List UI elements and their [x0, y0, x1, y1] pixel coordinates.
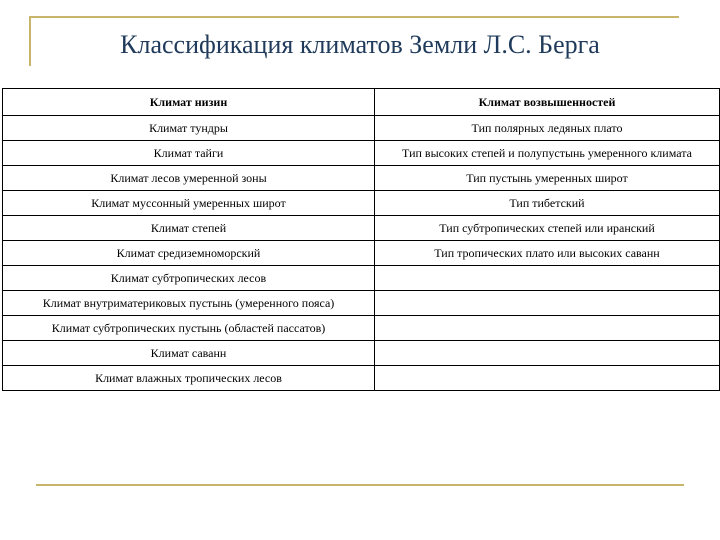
table-row — [3, 116, 720, 141]
header-highland-climate: Климат возвышенностей — [375, 89, 720, 116]
lowland-cell: Климат тундры — [3, 116, 375, 141]
lowland-cell: Климат средиземноморский — [3, 241, 375, 266]
lowland-cell: Климат тайги — [3, 141, 375, 166]
highland-cell: Тип тибетский — [375, 191, 720, 216]
header-lowland-climate: Климат низин — [3, 89, 375, 116]
decorative-top-rule — [29, 16, 679, 18]
lowland-cell: Климат лесов умеренной зоны — [3, 166, 375, 191]
table-row — [3, 316, 720, 341]
table-row — [3, 266, 720, 291]
highland-cell: Тип высоких степей и полупустынь умеренного климата — [375, 141, 720, 166]
table-row — [3, 141, 720, 166]
lowland-cell: Климат субтропических лесов — [3, 266, 375, 291]
slide-title: Классификация климатов Земли Л.С. Берга — [120, 30, 600, 59]
table-row — [3, 241, 720, 266]
lowland-cell: Климат субтропических пустынь (областей пассатов) — [3, 316, 375, 341]
climate-classification-table — [2, 88, 720, 391]
lowland-cell: Климат саванн — [3, 341, 375, 366]
highland-cell: Тип тропических плато или высоких саванн — [375, 241, 720, 266]
highland-cell: Тип полярных ледяных плато — [375, 116, 720, 141]
highland-cell: Тип субтропических степей или иранский — [375, 216, 720, 241]
lowland-cell: Климат влажных тропических лесов — [3, 366, 375, 391]
table-row — [3, 166, 720, 191]
lowland-cell: Климат муссонный умеренных широт — [3, 191, 375, 216]
highland-cell — [375, 291, 720, 316]
table-row — [3, 216, 720, 241]
highland-cell — [375, 366, 720, 391]
highland-cell: Тип пустынь умеренных широт — [375, 166, 720, 191]
decorative-bottom-rule — [36, 484, 684, 486]
lowland-cell: Климат степей — [3, 216, 375, 241]
lowland-cell: Климат внутриматериковых пустынь (умеренного пояса) — [3, 291, 375, 316]
table-row — [3, 291, 720, 316]
highland-cell — [375, 316, 720, 341]
table-header-row — [3, 89, 720, 116]
table-row — [3, 191, 720, 216]
highland-cell — [375, 266, 720, 291]
highland-cell — [375, 341, 720, 366]
table-row — [3, 366, 720, 391]
table-row — [3, 341, 720, 366]
